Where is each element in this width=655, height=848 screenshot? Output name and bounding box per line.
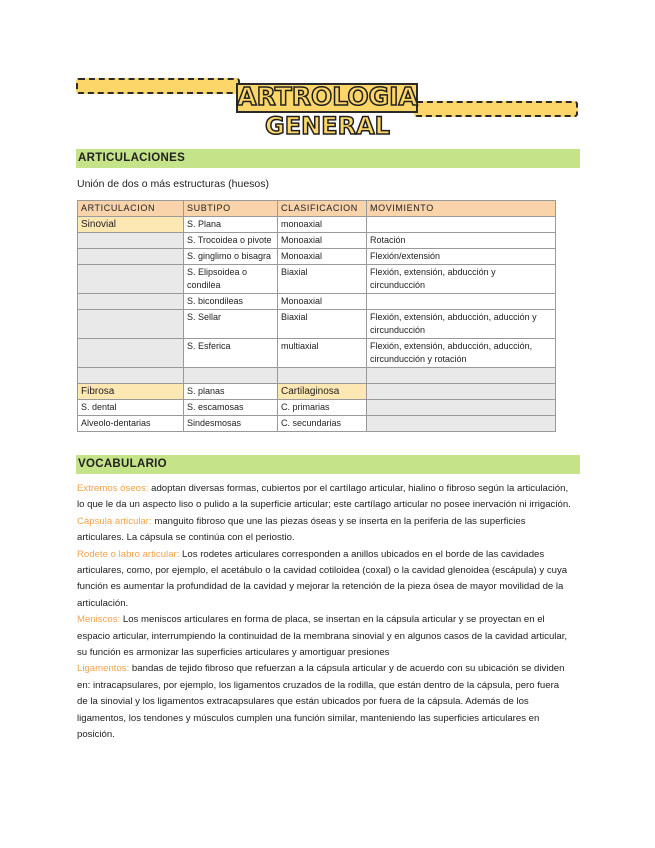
page-title-line1: ARTROLOGIA xyxy=(237,82,418,111)
table-row xyxy=(78,217,556,233)
vocab-definition: Los meniscos articulares en forma de placa, se insertan en la cápsula articular y se proyectan en el espacio articular, interrumpiendo la continuidad de la membrana sinovial y en algunos casos de la cavidad articular, su función es armonizar las superficies articulares y amortiguar presiones xyxy=(77,614,568,659)
table-row xyxy=(78,400,556,416)
fibrosa-cell: Alveolo-dentarias xyxy=(78,416,184,432)
articulations-table xyxy=(77,200,556,432)
table-row xyxy=(78,249,556,265)
clasificacion-cell: Monoaxial xyxy=(278,294,367,310)
table-spacer-row xyxy=(78,368,556,384)
table-row xyxy=(78,310,556,339)
header-cell: ARTICULACION xyxy=(78,201,184,217)
fibrosa-subtipo-cell: S. escamosas xyxy=(184,400,278,416)
fibrosa-subtipo-cell: Sindesmosas xyxy=(184,416,278,432)
fibrosa-cell: S. dental xyxy=(78,400,184,416)
vocab-entry xyxy=(77,514,571,547)
vocab-term: Rodete o labro articular: xyxy=(77,548,180,560)
subtipo-cell: S. Trocoidea o pivote xyxy=(184,233,278,249)
vocab-entry xyxy=(77,481,571,514)
vocab-term: Extremos óseos: xyxy=(77,483,149,494)
clasificacion-cell: Monoaxial xyxy=(278,233,367,249)
subtipo-cell: S. Esferica xyxy=(184,339,278,368)
cartilaginosa-cell: C. primarias xyxy=(278,400,367,416)
movimiento-cell: Flexión/extensión xyxy=(367,249,556,265)
clasificacion-cell: multiaxial xyxy=(278,339,367,368)
header-cell: SUBTIPO xyxy=(184,201,278,217)
clasificacion-cell: monoaxial xyxy=(278,217,367,233)
vocab-entry xyxy=(77,547,571,613)
section-header-vocabulario: VOCABULARIO xyxy=(76,455,580,474)
subtipo-cell: S. Plana xyxy=(184,217,278,233)
cartilaginosa-label: Cartilaginosa xyxy=(278,384,367,400)
vocab-definition: manguito fibroso que une las piezas óseas y se inserta en la periferia de las superficies articulares. La cápsula se continúa con el periostio. xyxy=(77,515,526,544)
movimiento-cell: Rotación xyxy=(367,233,556,249)
vocabulary-list xyxy=(77,481,571,744)
header-cell: MOVIMIENTO xyxy=(367,201,556,217)
clasificacion-cell: Monoaxial xyxy=(278,249,367,265)
vocab-entry xyxy=(77,612,571,661)
movimiento-cell xyxy=(367,294,556,310)
movimiento-cell: Flexión, extensión, abducción, aducción, circunducción y rotación xyxy=(367,339,556,368)
table-row xyxy=(78,416,556,432)
vocab-term: Meniscos: xyxy=(77,614,121,626)
table-row xyxy=(78,294,556,310)
table-row xyxy=(78,339,556,368)
table-row xyxy=(78,233,556,249)
table-row xyxy=(78,384,556,400)
fibrosa-subtipo-cell: S. planas xyxy=(184,384,278,400)
page-title-line2: GENERAL xyxy=(265,112,390,140)
vocab-definition: Los rodetes articulares corresponden a anillos ubicados en el borde de las cavidades articulares, como, por ejemplo, el acetábulo o la cavidad cotiloidea (coxal) o la cavidad glenoidea (escápula) y cuya función es aumentar la profundidad de la cavidad y mejorar la retención de la pieza ósea de mayor movilidad de la articulación. xyxy=(77,548,568,609)
subtipo-cell: S. ginglimo o bisagra xyxy=(184,249,278,265)
clasificacion-cell: Biaxial xyxy=(278,310,367,339)
cartilaginosa-cell: C. secundarias xyxy=(278,416,367,432)
vocab-definition: bandas de tejido fibroso que refuerzan a la cápsula articular y de acuerdo con su ubicación se dividen en: intracapsulares, por ejemplo, los ligamentos cruzados de la rodilla, que están dentro de la cápsula, pero fuera de la sinovial y los ligamentos extracapsulares que están ubicados por fuera de la cápsula. Además de los ligamentos, los tendones y músculos cumplen una función similar, manteniendo las superficies articulares en posición. xyxy=(77,663,565,741)
movimiento-cell: Flexión, extensión, abducción, aducción y circunducción xyxy=(367,310,556,339)
clasificacion-cell: Biaxial xyxy=(278,265,367,294)
vocab-term: Ligamentos: xyxy=(77,663,130,675)
table-header-row xyxy=(78,201,556,217)
fibrosa-label: Fibrosa xyxy=(78,384,184,400)
subtipo-cell: S. bicondileas xyxy=(184,294,278,310)
vocab-definition: adoptan diversas formas, cubiertos por el cartílago articular, hialino o fibroso según la articulación, lo que le da un aspecto liso o pulido a la superficie articular; este cartílago articular no posee inervación ni irrigación. xyxy=(77,483,571,511)
intro-text: Unión de dos o más estructuras (huesos) xyxy=(77,178,270,190)
vocab-entry xyxy=(77,661,571,743)
vocab-term: Cápsula articular: xyxy=(77,515,152,527)
movimiento-cell xyxy=(367,217,556,233)
header-cell: CLASIFICACION xyxy=(278,201,367,217)
section-header-articulaciones: ARTICULACIONES xyxy=(76,149,580,168)
subtipo-cell: S. Elipsoidea o condilea xyxy=(184,265,278,294)
subtipo-cell: S. Sellar xyxy=(184,310,278,339)
movimiento-cell: Flexión, extensión, abducción y circunducción xyxy=(367,265,556,294)
sinovial-label: Sinovial xyxy=(78,217,184,233)
table-row xyxy=(78,265,556,294)
